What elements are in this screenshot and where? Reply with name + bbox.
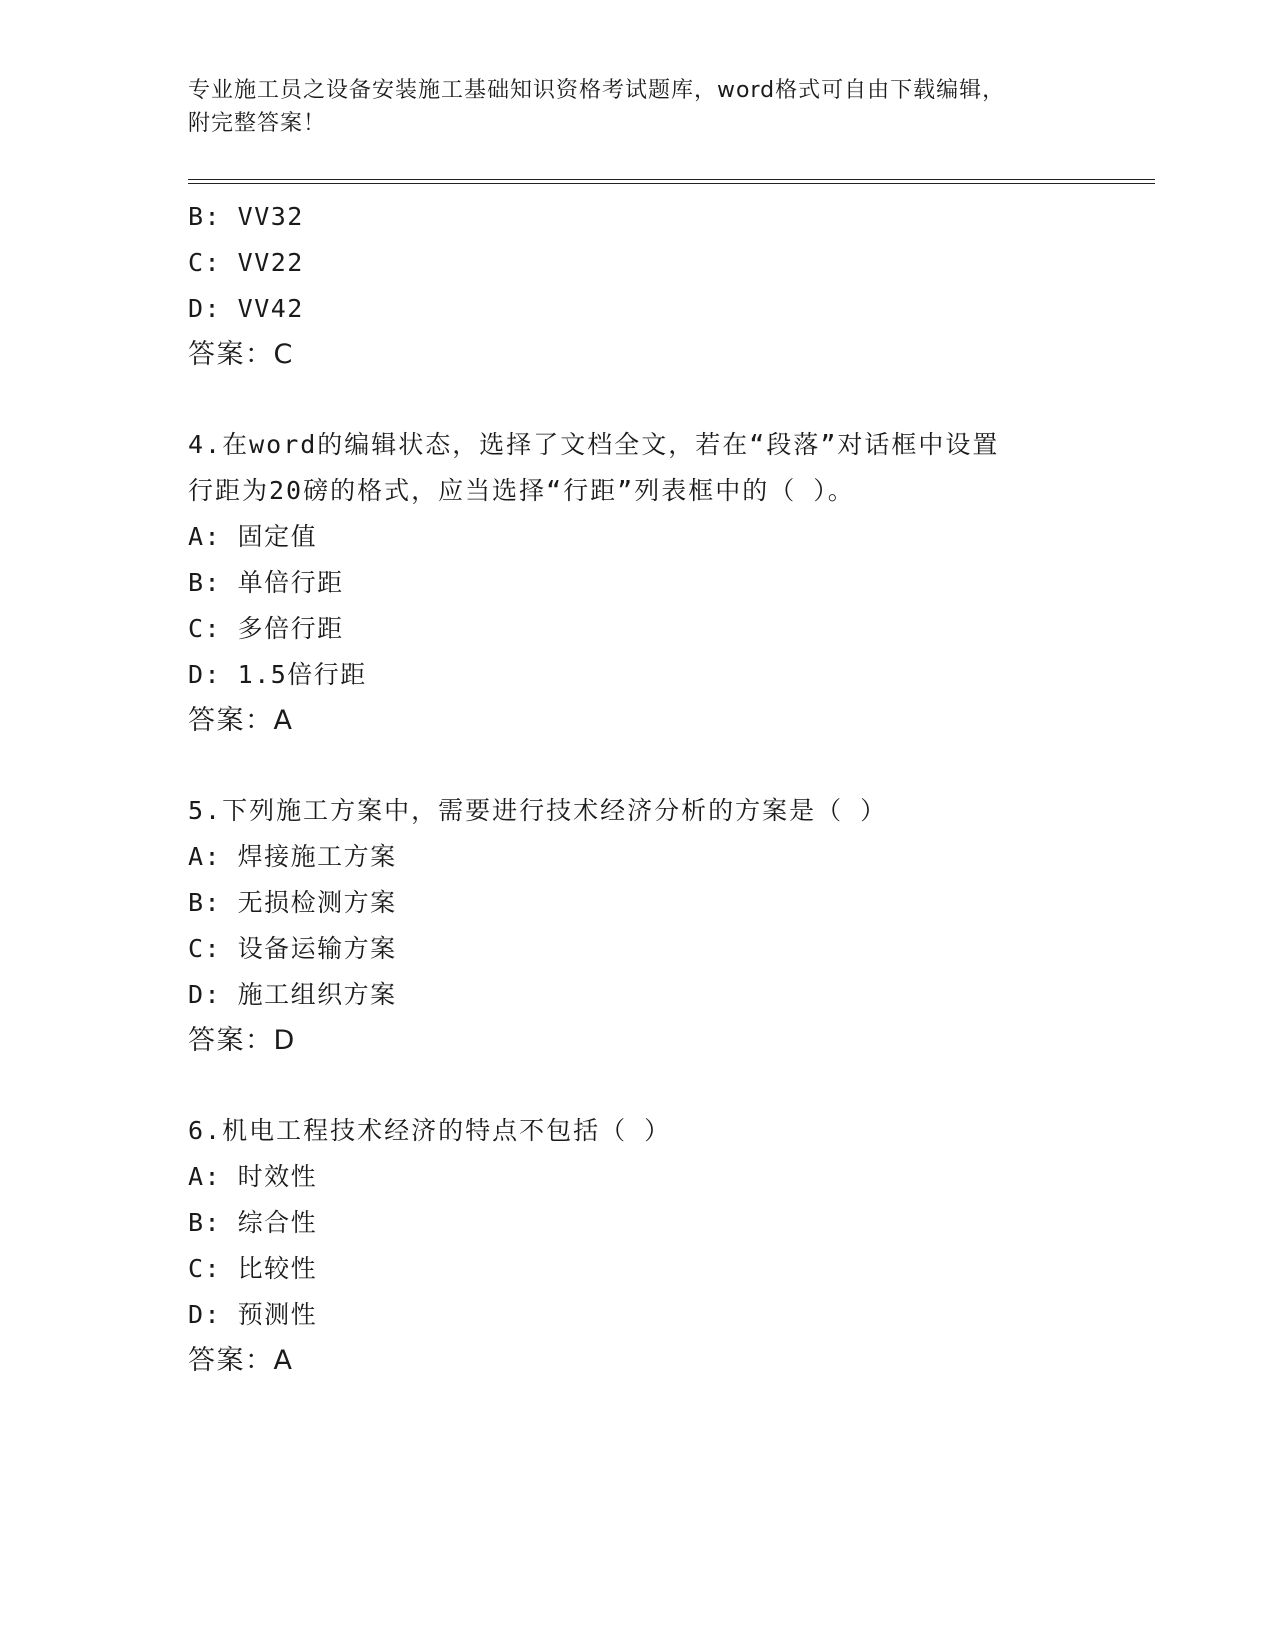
answer: 答案：A [188, 1345, 294, 1376]
header-divider [188, 179, 1155, 184]
question-3 [188, 194, 1088, 378]
option-b: B: 综合性 [188, 1208, 318, 1237]
answer: 答案：A [188, 705, 294, 736]
answer: 答案：D [188, 1025, 296, 1056]
answer: 答案：C [188, 339, 294, 370]
question-stem: 6.机电工程技术经济的特点不包括（ ） [188, 1116, 672, 1145]
header-line-1: 专业施工员之设备安装施工基础知识资格考试题库，word格式可自由下载编辑， [188, 78, 1006, 103]
question-6 [188, 1108, 1088, 1384]
question-stem-line-1: 4.在word的编辑状态，选择了文档全文，若在“段落”对话框中设置 [188, 430, 1000, 459]
option-a: A: 焊接施工方案 [188, 842, 397, 871]
option-c: C: 多倍行距 [188, 614, 344, 643]
option-d: D: 预测性 [188, 1300, 318, 1329]
option-b: B: VV32 [188, 202, 304, 231]
option-d: D: VV42 [188, 294, 304, 323]
question-stem-line-2: 行距为20磅的格式，应当选择“行距”列表框中的（ ）。 [188, 476, 855, 505]
option-c: C: 比较性 [188, 1254, 318, 1283]
option-d: D: 施工组织方案 [188, 980, 397, 1009]
option-a: A: 固定值 [188, 522, 318, 551]
option-d: D: 1.5倍行距 [188, 660, 367, 689]
option-a: A: 时效性 [188, 1162, 318, 1191]
question-4 [188, 422, 1088, 744]
page-header [188, 74, 1068, 140]
question-stem: 5.下列施工方案中，需要进行技术经济分析的方案是（ ） [188, 796, 888, 825]
option-c: C: 设备运输方案 [188, 934, 397, 963]
option-b: B: 单倍行距 [188, 568, 344, 597]
option-c: C: VV22 [188, 248, 304, 277]
question-list [188, 194, 1088, 1384]
option-b: B: 无损检测方案 [188, 888, 397, 917]
question-5 [188, 788, 1088, 1064]
header-line-2: 附完整答案！ [188, 111, 327, 136]
